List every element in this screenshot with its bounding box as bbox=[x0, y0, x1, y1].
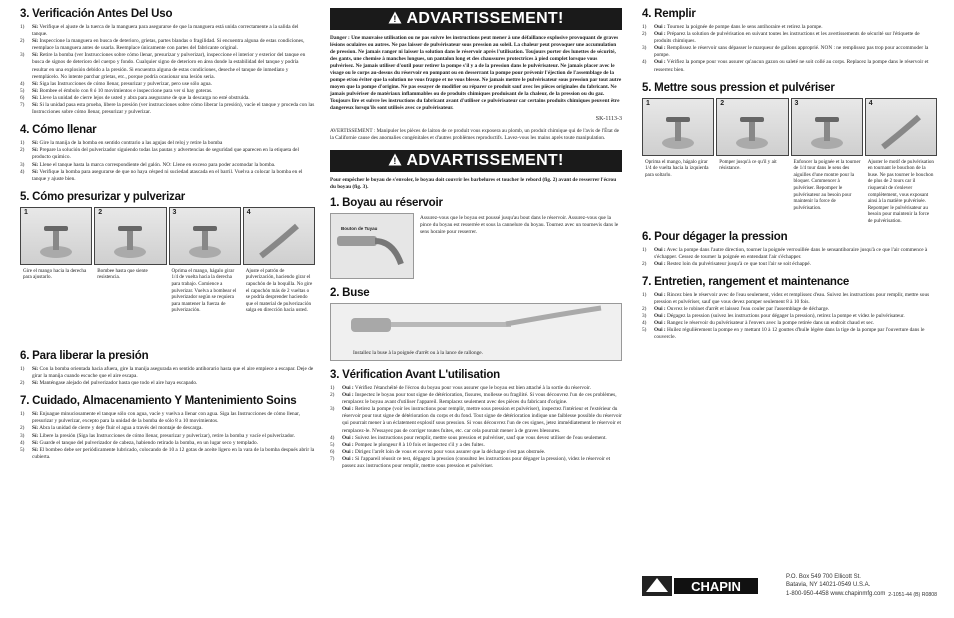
illustration-cell bbox=[642, 98, 714, 225]
spanish-column bbox=[20, 8, 315, 469]
sprayer-illustration bbox=[185, 222, 225, 260]
contact-line: 1-800-950-4458 www.chapinmfg.com bbox=[786, 590, 886, 597]
steps-list bbox=[20, 140, 315, 183]
step-item bbox=[20, 425, 315, 432]
step-keyword: Sí: bbox=[32, 168, 39, 175]
step-keyword: Sí: bbox=[32, 102, 39, 109]
illustration-caption: Gire el mango hacia la derecha para ajustarlo. bbox=[23, 267, 87, 281]
french-instructions-column bbox=[642, 8, 937, 350]
step-illustration bbox=[243, 207, 315, 265]
section-title: 6. Pour dégager la pression bbox=[642, 230, 788, 243]
step-item bbox=[20, 52, 315, 80]
step-item bbox=[642, 261, 937, 268]
step-text: Verifique el ajuste de la tuerca de la manguera para asegurarse de que la manguera está unida correctamente a la salida del tanque. bbox=[32, 24, 299, 38]
step-number: 3) bbox=[330, 406, 335, 413]
step-keyword: Sí: bbox=[32, 425, 39, 432]
step-number: 6) bbox=[330, 448, 335, 455]
steps-list bbox=[642, 292, 937, 342]
section-title: 7. Cuidado, Almacenamiento Y Mantenimiento Soins bbox=[20, 395, 297, 408]
step-text: Si la unidad pasa esta prueba, libere la presión (ver instrucciones sobre cómo liberar la presión), vacíe el tanque y proceda con las Instrucciones sobre cómo llenar, presurizar y pulverizar. bbox=[32, 102, 315, 116]
illustration-row bbox=[642, 98, 937, 225]
step-text: Retirez la pompe (voir les instructions pour remplir, mettre sous pression et pulvériser), inspectez l'intérieur et l'extérieur du réservoir pour tout signe de détérioration du corps et du fond. Tout signe de détérioration indique une faiblesse possible du réservoir qui pourrait mener à un éclatement explosif sous pression. Si vous découvrez l'un de ces signes, jetez immédiatement le réservoir et remplacez-le. N'essayez pas de corriger toutes fuites, etc. car cela pourrait mener à de graves blessures. bbox=[342, 406, 622, 434]
step-keyword: Sí: bbox=[32, 52, 39, 59]
step-number: 5) bbox=[20, 87, 25, 94]
step-keyword: Sí: bbox=[32, 380, 39, 387]
hose-figure bbox=[330, 213, 622, 279]
step-text: Gire la manija de la bomba en sentido contrario a las agujas del reloj y retire la bomba bbox=[38, 140, 223, 147]
step-illustration bbox=[642, 98, 714, 156]
step-item bbox=[20, 411, 315, 425]
step-number: 3) bbox=[20, 161, 25, 168]
sprayer-illustration bbox=[110, 222, 150, 260]
step-keyword: Sí: bbox=[32, 87, 39, 94]
step-number: 1) bbox=[330, 385, 335, 391]
company-address bbox=[786, 573, 885, 598]
step-text: Retire la bomba (ver Instrucciones sobre cómo llenar, presurizar y pulverizar), inspeccione el interior y exterior del tanque en busca de signos de deterioro del cuerpo y fondo. Cualquier signo de deterioro en área donde la estabilidad del tanque y podría resultar en una explosión debido a la presión. Si encuentra alguna de estas condiciones, deseche el tanque de inmediato y reemplácelo. No intente parchar grietas, etc., porque podría ocasionar una lesión seria. bbox=[32, 52, 306, 80]
step-keyword: Oui : bbox=[654, 246, 666, 253]
sprayer-illustration bbox=[807, 113, 847, 151]
step-number: 1) bbox=[642, 291, 647, 298]
step-text: Abra la unidad de cierre y deje fluir el agua a través del montaje de descarga. bbox=[38, 425, 203, 432]
hose-text: Assurez-vous que le boyau est poussé jusqu'au bout dans le réservoir. Assurez-vous que la pince du boyau est resserrée et sous la cannelure du boyau. Tournez avec un tournevis dans le sens horaire pour resserrer. bbox=[420, 215, 619, 235]
step-item bbox=[330, 456, 622, 470]
step-item bbox=[642, 45, 937, 59]
step-text: Si l'appareil réussit ce test, dégagez la pression (consultez les instructions pour dégager la pression), videz le réservoir et passez aux instructions pour remplir, mettre sous pression et pulvériser. bbox=[342, 455, 611, 470]
step-text: Libere la presión (Siga las Instrucciones de cómo llenar, presurizar y pulverizar), retire la bomba y vacíe el pulverizador. bbox=[38, 432, 296, 439]
step-item bbox=[330, 442, 622, 449]
step-keyword: Oui : bbox=[654, 320, 666, 327]
step-text: Guarde el tanque del pulverizador de cabeza, habiendo retirado la bomba, en un lugar seco y templado. bbox=[38, 439, 258, 446]
section-title: 6. Para liberar la presión bbox=[20, 349, 149, 362]
step-keyword: Oui : bbox=[654, 313, 666, 320]
illustration-number: 4 bbox=[868, 99, 873, 107]
section-title: 2. Buse bbox=[330, 287, 370, 299]
step-number: 2) bbox=[20, 380, 25, 387]
step-number: 2) bbox=[20, 38, 25, 45]
footer bbox=[642, 566, 937, 612]
step-number: 4) bbox=[330, 434, 335, 441]
step-keyword: Sí: bbox=[32, 161, 39, 168]
step-number: 2) bbox=[642, 260, 647, 267]
step-number: 7) bbox=[330, 455, 335, 462]
step-item bbox=[20, 147, 315, 161]
step-keyword: Oui : bbox=[342, 434, 354, 441]
step-number: 2) bbox=[20, 425, 25, 432]
step-item bbox=[20, 24, 315, 38]
step-text: Rangez le réservoir du pulvérisateur à l'envers avec la pompe retirée dans un endroit chaud et sec. bbox=[665, 320, 875, 327]
step-keyword: Oui : bbox=[654, 291, 666, 298]
step-text: Suivez les instructions pour remplir, mettre sous pression et pulvériser, sauf que vous devez utiliser de l'eau seulement. bbox=[353, 434, 607, 441]
illustration-caption: Oprima el mango, hágalo girar 1/4 de vuelta hacia la derecha para trabajo. Comience a pulverizar. Vuelva a bombear el pulverizador según se requiera para mantener la fuerza de pulverización. bbox=[171, 267, 237, 314]
illustration-caption: Ajuste el patrón de pulverización, haciendo girar el capuchón de la boquilla. No gire el capuchón más de 2 vueltas o se podría desprender haciendo que el material de pulverización salga en dirección hacia usted. bbox=[245, 267, 313, 314]
illustration-cell bbox=[791, 98, 863, 225]
step-text: Siga las Instrucciones de cómo llenar, presurizar y pulverizar, pero use sólo agua. bbox=[38, 80, 212, 87]
step-number: 1) bbox=[642, 24, 647, 30]
step-item bbox=[20, 433, 315, 440]
section-title: 3. Vérification Avant L'utilisation bbox=[330, 369, 500, 381]
step-text: Tournez la poignée de pompe dans le sens antihoraire et retirez la pompe. bbox=[665, 24, 823, 30]
steps-list bbox=[642, 24, 937, 74]
step-keyword: Sí: bbox=[32, 446, 39, 453]
chapin-logo bbox=[642, 572, 760, 600]
step-item bbox=[642, 31, 937, 45]
step-text: Llene el tanque hasta la marca correspondiente del galón. NO: Llene en exceso para poder acomodar la bomba. bbox=[38, 161, 276, 168]
warning-triangle-icon bbox=[388, 153, 402, 166]
section-title: 4. Cómo llenar bbox=[20, 124, 97, 137]
step-keyword: Sí: bbox=[32, 94, 39, 101]
step-item bbox=[20, 81, 315, 88]
step-keyword: Sí: bbox=[32, 80, 39, 87]
step-number: 1) bbox=[20, 411, 25, 418]
section-title: 1. Boyau au réservoir bbox=[330, 197, 443, 209]
step-item bbox=[330, 449, 622, 456]
step-number: 4) bbox=[642, 59, 647, 66]
section-title: 7. Entretien, rangement et maintenance bbox=[642, 275, 850, 288]
step-text: Restez loin du pulvérisateur jusqu'à ce que tout l'air se soit échappé. bbox=[665, 260, 811, 267]
step-keyword: Oui : bbox=[654, 260, 666, 267]
reference-number: SK-1113-3 bbox=[595, 116, 622, 122]
step-number: 5) bbox=[642, 327, 647, 334]
step-text: Manténgase alejado del pulverizador hasta que todo el aire haya escapado. bbox=[38, 380, 198, 387]
step-keyword: Oui : bbox=[342, 385, 354, 391]
step-item bbox=[20, 169, 315, 183]
step-number: 2) bbox=[330, 392, 335, 399]
step-text: Rincez bien le réservoir avec de l'eau seulement, videz et remplissez d'eau. Suivez les instructions pour remplir, mettre sous pression et pulvériser, sauf que vous devez pomper seulement 8 à 10 fois. bbox=[654, 291, 930, 305]
illustration-caption: Enfoncer la poignée et la tourner de 1/4 tour dans le sens des aiguilles d'une montre pour la bloquer. Commencer à pulvériser. Repomper le pulvérisateur au besoin pour maintenir la force de pulvérisation. bbox=[793, 158, 861, 211]
step-keyword: Sí: bbox=[32, 147, 39, 154]
step-keyword: Oui : bbox=[342, 448, 354, 455]
step-item bbox=[330, 435, 622, 442]
illustration-number: 1 bbox=[646, 99, 650, 107]
step-keyword: Oui : bbox=[654, 31, 666, 38]
step-text: Inspeccione la manguera en busca de deterioro, grietas, partes blandas o fragilidad. Si encuentra alguna de estas condiciones, reemplace la manguera antes de usarla. Reemplace únicamente con partes del fabricante original. bbox=[32, 38, 305, 52]
step-number: 6) bbox=[20, 94, 25, 101]
step-text: Huilez régulièrement la pompe en y mettant 10 à 12 gouttes d'huile légère dans la tige de la pompe par l'ouverture dans le couvercle. bbox=[654, 327, 925, 341]
svg-text:CHAPIN: CHAPIN bbox=[691, 579, 741, 594]
step-item bbox=[330, 392, 622, 406]
step-item bbox=[642, 247, 937, 261]
step-item bbox=[20, 447, 315, 461]
step-text: Préparez la solution de pulvérisation en suivant toutes les instructions et les avertissements de sécurité sur l'étiquette de produits chimiques. bbox=[654, 31, 920, 45]
step-number: 5) bbox=[330, 441, 335, 448]
step-text: Avec la pompe dans l'autre direction, tourner la poignée verrouillée dans le sensantihoraire jusqu'à ce que l'air commence à s'échapper. Cessez de tourner la poignée en entendant l'air s'échapper. bbox=[654, 246, 928, 260]
step-item bbox=[330, 406, 622, 434]
step-number: 1) bbox=[20, 24, 25, 30]
section-title: 4. Remplir bbox=[642, 8, 696, 20]
step-item bbox=[20, 88, 315, 95]
illustration-cell bbox=[94, 207, 166, 314]
step-number: 4) bbox=[642, 320, 647, 327]
step-keyword: Oui : bbox=[342, 441, 354, 448]
illustration-cell bbox=[716, 98, 788, 225]
hose-image bbox=[330, 213, 414, 279]
illustration-caption: Bombee hasta que siente resistencia. bbox=[97, 267, 148, 281]
steps-list bbox=[642, 247, 937, 268]
section-title: 5. Mettre sous pression et pulvériser bbox=[642, 81, 835, 94]
step-illustration bbox=[716, 98, 788, 156]
steps-list bbox=[330, 385, 622, 470]
step-keyword: Sí: bbox=[32, 140, 39, 147]
step-keyword: Oui : bbox=[342, 406, 354, 413]
step-number: 3) bbox=[20, 432, 25, 439]
sprayer-illustration bbox=[881, 113, 921, 151]
illustration-cell bbox=[20, 207, 92, 314]
illustration-number: 3 bbox=[172, 208, 177, 216]
step-number: 1) bbox=[20, 365, 25, 372]
warning-title: ADVARTISSEMENT! bbox=[406, 152, 564, 169]
step-item bbox=[642, 313, 937, 320]
step-number: 3) bbox=[642, 313, 647, 320]
step-keyword: Sí: bbox=[32, 365, 39, 372]
sprayer-illustration bbox=[259, 222, 299, 260]
step-text: Bombee el émbolo con 8 ó 10 movimientos e inspeccione para ver si hay goteras. bbox=[38, 87, 213, 94]
step-keyword: Oui : bbox=[342, 392, 354, 399]
sprayer-illustration bbox=[658, 113, 698, 151]
step-item bbox=[20, 95, 315, 102]
steps-list bbox=[20, 24, 315, 116]
hose-illustration bbox=[331, 214, 413, 278]
illustration-number: 1 bbox=[24, 208, 28, 216]
step-item bbox=[642, 327, 937, 341]
step-item bbox=[20, 380, 315, 387]
step-keyword: Oui : bbox=[342, 455, 354, 462]
step-text: Dégagez la pression (suivez les instructions pour dégager la pression), retirez la pompe et videz le pulvérisateur. bbox=[665, 313, 905, 320]
step-illustration bbox=[94, 207, 166, 265]
illustration-caption: Pomper jusqu'à ce qu'il y ait résistance. bbox=[719, 158, 777, 172]
step-text: Pompez le plongeur 8 à 10 fois et inspectez s'il y a des fuites. bbox=[353, 441, 485, 448]
warning-banner bbox=[330, 150, 622, 172]
step-text: Verifique la bomba para asegurarse de que no haya césped ni suciedad atascada en el barril. Vuelva a colocar la bomba en el tanque y ajuste bien. bbox=[32, 168, 303, 182]
nozzle-caption: Installez la buse à la poignée d'arrêt ou à la lance de rallonge. bbox=[353, 350, 483, 356]
step-text: El bombeo debe ser periódicamente lubricado, colocando de 10 a 12 gotas de aceite ligero en la vara de la bomba después abrir la cubierta. bbox=[32, 446, 315, 460]
step-item bbox=[20, 440, 315, 447]
step-keyword: Sí: bbox=[32, 38, 39, 45]
step-item bbox=[20, 366, 315, 380]
warning-title: ADVARTISSEMENT! bbox=[406, 10, 564, 27]
step-number: 2) bbox=[642, 31, 647, 38]
hose-warning: Pour empêcher le boyau de s'envoler, le boyau doit couvrir les barbelures et toucher le rebord (fig. 2) avant de resserrer l'écrou du boyau (fig. 3). bbox=[330, 177, 617, 190]
illustration-number: 2 bbox=[98, 208, 103, 216]
step-number: 3) bbox=[642, 45, 647, 52]
step-item bbox=[20, 162, 315, 169]
step-number: 1) bbox=[20, 140, 25, 147]
illustration-caption: Oprima el mango, hágalo girar 1/4 de vuelta hacia la izquierda para soltarlo. bbox=[645, 158, 709, 178]
sprayer-illustration bbox=[732, 113, 772, 151]
warning-banner bbox=[330, 8, 622, 30]
step-number: 1) bbox=[642, 246, 647, 253]
danger-paragraph: Danger : Une mauvaise utilisation ou ne pas suivre les instructions peut mener à une défaillance explosive provoquant de graves lésions oculaires ou autres. Ne pas laisser de pulvérisateur sous pression au soleil. La chaleur peut provoquer une accumulation de pression. Ne jamais ranger ni laisser la solution dans le réservoir après l'utilisation. Toujours porter des lunettes de sécurité, des gants, une chemise à manches longues, un pantalon long et des chaussures protectrices à pied complet lorsque vous pulvérisez. Ne jamais utiliser d'outil pour retirer la pompe s'il y a de la pression dans le pulvérisateur. Ne jamais placer avec le visage ou le corps au-dessus du réservoir en pompant ou en desserrant la pompe pour prévenir l'éjection de l'assemblage de la pompe et/ou éviter que la solution ne vous frappe et ne vous blesse. Ne jamais mettre le pulvérisateur sous pression par tout autre moyen que la pompe d'origine. Ne pas essayer de modifier ou réparer ce produit sauf avec les pièces originales du fabricant. Ne jamais pulvériser de matériaux inflammables ou de produits chimiques produisant de la chaleur, de la pression ou du gaz. Toujours lire et suivre les instructions du fabricant avant d'utiliser ce pulvérisateur car certains produits chimiques peuvent être dangereux lorsqu'ils sont utilisés avec ce pulvérisateur. bbox=[330, 35, 622, 111]
illustration-caption: Ajuster le motif de pulvérisation en tournant le bouchon de la buse. Ne pas tourner le bouchon de plus de 2 tours car il risquerait de s'enlever complètement, vous exposant ainsi à la matière pulvérisée. Repomper le pulvérisateur au besoin pour maintenir la force de pulvérisation. bbox=[867, 158, 934, 224]
step-item bbox=[642, 24, 937, 31]
step-keyword: Oui : bbox=[654, 306, 666, 313]
svg-text:!: ! bbox=[393, 156, 398, 166]
step-illustration bbox=[169, 207, 241, 265]
step-text: Prepare la solución del pulverizador siguiendo todas las pautas y advertencias de seguridad que aparecen en la etiqueta del producto químico. bbox=[32, 147, 299, 161]
step-keyword: Oui : bbox=[654, 24, 666, 30]
step-keyword: Sí: bbox=[32, 411, 39, 418]
illustration-cell bbox=[865, 98, 937, 225]
lead-warning-paragraph: AVERTISSEMENT : Manipuler les pièces de laiton de ce produit vous exposera au plomb, un produit chimique qui de l'avis de l'État de la Californie cause des anomalies congénitales et d'autres problèmes reproductifs. Lavez-vous les mains après toute manipulation. bbox=[330, 128, 619, 141]
step-item bbox=[642, 59, 937, 73]
illustration-row bbox=[20, 207, 315, 314]
step-illustration bbox=[20, 207, 92, 265]
step-text: Vérifiez l'étanchéité de l'écrou du boyau pour vous assurer que le boyau est bien attaché à la sortie du réservoir. bbox=[353, 385, 591, 391]
step-keyword: Oui : bbox=[654, 327, 666, 334]
illustration-cell bbox=[243, 207, 315, 314]
step-item bbox=[642, 292, 937, 306]
steps-list bbox=[20, 411, 315, 461]
step-number: 5) bbox=[20, 446, 25, 453]
step-keyword: Oui : bbox=[654, 59, 666, 66]
address-line: P.O. Box 549 700 Ellicott St. bbox=[786, 574, 861, 580]
step-text: Lleve la unidad de cierre lejos de usted y abra para asegurarse de que la descarga no esté obstruida. bbox=[38, 94, 250, 101]
step-number: 3) bbox=[20, 52, 25, 59]
step-item bbox=[20, 140, 315, 147]
step-text: Enjuague minuciosamente el tanque sólo con agua, vacíe y vuelva a llenar con agua. Siga las Instrucciones de cómo llenar, presurizar y pulverizar, excepto para la unidad de la bomba de sólo 8 a 10 movimientos. bbox=[32, 411, 300, 425]
step-number: 4) bbox=[20, 168, 25, 175]
illustration-number: 3 bbox=[794, 99, 799, 107]
illustration-number: 2 bbox=[720, 99, 725, 107]
step-text: Inspectez le boyau pour tout signe de détérioration, fissures, mollesse ou fragilité. Si vous découvrez l'un de ces problèmes, remplacez le boyau avant d'utiliser l'appareil. Remplacez seulement avec des pièces du fabricant d'origine. bbox=[342, 392, 617, 406]
step-keyword: Sí: bbox=[32, 439, 39, 446]
steps-list bbox=[20, 366, 315, 387]
illustration-cell bbox=[169, 207, 241, 314]
step-text: Con la bomba orientada hacia afuera, gire la manija asegurada en sentido antihorario hasta que el aire empiece a escapar. Deje de girar la manija cuando escuche que el aire escapa. bbox=[32, 365, 314, 380]
address-line: Batavia, NY 14021-0549 U.S.A. bbox=[786, 582, 871, 589]
step-keyword: Oui : bbox=[654, 45, 666, 52]
sprayer-illustration bbox=[36, 222, 76, 260]
step-number: 4) bbox=[20, 80, 25, 87]
nozzle-figure bbox=[330, 303, 622, 361]
svg-text:!: ! bbox=[393, 14, 398, 24]
step-text: Vérifiez la pompe pour vous assurer qu'aucun gazon ou saleté ne soit collé au corps. Replacez la pompe dans le réservoir et resserrez bien. bbox=[654, 59, 929, 73]
step-illustration bbox=[791, 98, 863, 156]
step-illustration bbox=[865, 98, 937, 156]
step-item bbox=[642, 320, 937, 327]
document-code: 2-1051-44 (B) R0808 bbox=[888, 592, 937, 598]
step-text: Dirigez l'arrêt loin de vous et ouvrez pour vous assurer que la décharge n'est pas obstruée. bbox=[353, 448, 546, 455]
step-keyword: Sí: bbox=[32, 432, 39, 439]
step-text: Ouvrez le robinet d'arrêt et laissez l'eau couler par l'assemblage de décharge. bbox=[665, 306, 830, 313]
step-item bbox=[20, 38, 315, 52]
step-number: 2) bbox=[20, 147, 25, 154]
section-title: 5. Cómo presurizar y pulverizar bbox=[20, 190, 186, 203]
hose-image-label: Bouton de Tuyau bbox=[341, 226, 378, 231]
step-keyword: Sí: bbox=[32, 24, 39, 30]
step-text: Remplissez le réservoir sans dépasser le marqueur de gallons approprié. NON : ne remplissez pas trop pour accommoder la pompe. bbox=[654, 45, 929, 59]
illustration-number: 4 bbox=[246, 208, 251, 216]
warning-triangle-icon bbox=[388, 11, 402, 24]
step-number: 2) bbox=[642, 306, 647, 313]
step-item bbox=[20, 102, 315, 116]
section-title: 3. Verificación Antes Del Uso bbox=[20, 8, 173, 20]
french-warning-column bbox=[330, 8, 622, 478]
step-number: 7) bbox=[20, 102, 25, 109]
step-number: 4) bbox=[20, 439, 25, 446]
